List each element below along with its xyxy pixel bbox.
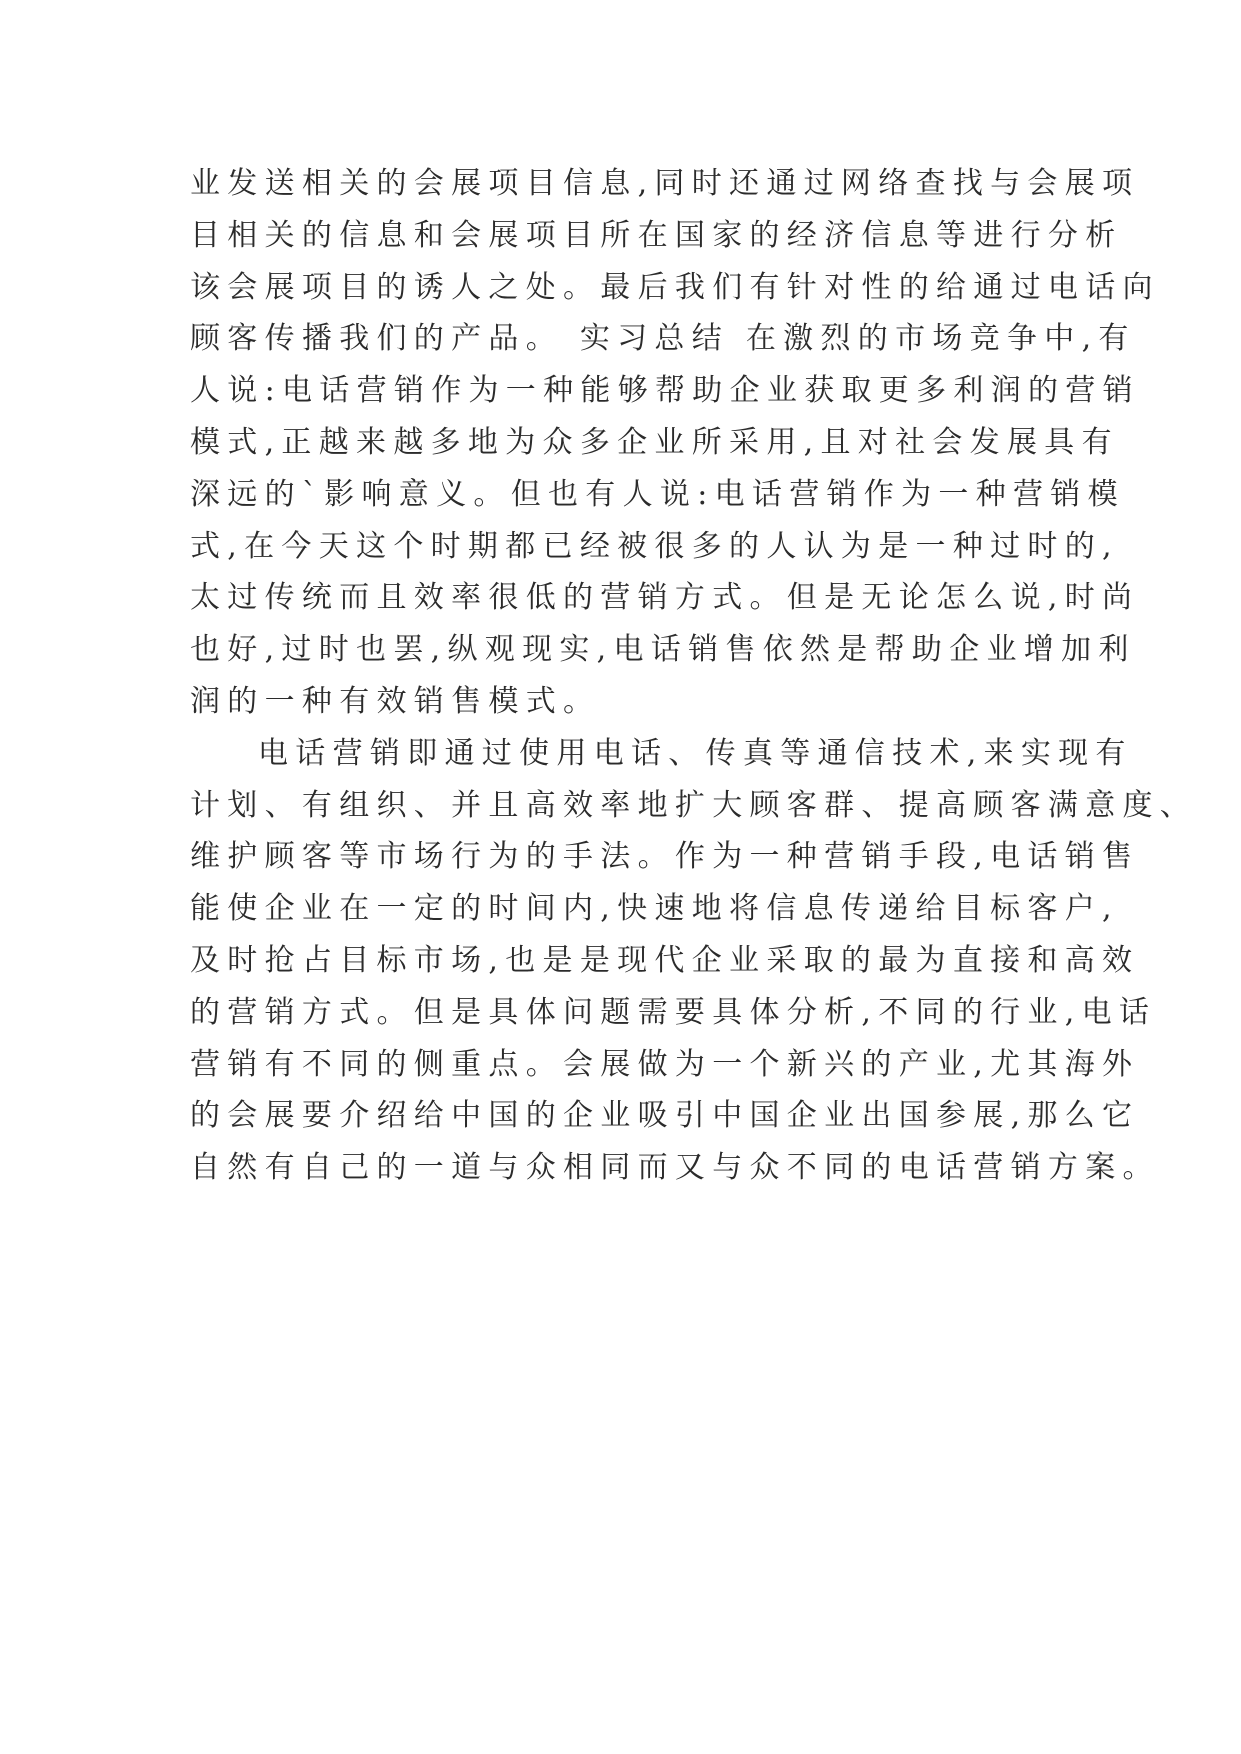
text-line-13: 计划、有组织、并且高效率地扩大顾客群、提高顾客满意度、 [190,787,1198,823]
text-line-19: 的会展要介绍给中国的企业吸引中国企业出国参展,那么它 [190,1098,1140,1134]
text-line-5: 人说:电话营销作为一种能够帮助企业获取更多利润的营销 [190,373,1140,409]
text-line-18: 营销有不同的侧重点。会展做为一个新兴的产业,尤其海外 [190,1046,1140,1082]
text-line-14: 维护顾客等市场行为的手法。作为一种营销手段,电话销售 [190,839,1140,875]
text-line-9: 太过传统而且效率很低的营销方式。但是无论怎么说,时尚 [190,580,1140,616]
body-text [190,158,1198,1194]
text-line-15: 能使企业在一定的时间内,快速地将信息传递给目标客户, [190,891,1119,927]
text-line-8: 式,在今天这个时期都已经被很多的人认为是一种过时的, [190,528,1119,564]
text-line-6: 模式,正越来越多地为众多企业所采用,且对社会发展具有 [190,424,1119,460]
text-line-11: 润的一种有效销售模式。 [190,683,601,719]
text-line-17: 的营销方式。但是具体问题需要具体分析,不同的行业,电话 [190,994,1157,1030]
text-line-1: 业发送相关的会展项目信息,同时还通过网络查找与会展项 [190,166,1140,201]
text-line-16: 及时抢占目标市场,也是是现代企业采取的最为直接和高效 [190,942,1140,978]
text-line-4: 顾客传播我们的产品。 实习总结 在激烈的市场竞争中,有 [190,321,1136,357]
text-line-20: 自然有自己的一道与众相同而又与众不同的电话营销方案。 [190,1150,1160,1186]
text-line-3: 该会展项目的诱人之处。最后我们有针对性的给通过电话向 [190,269,1160,305]
text-line-2: 目相关的信息和会展项目所在国家的经济信息等进行分析 [190,217,1123,253]
paragraph-start-line: 电话营销即通过使用电话、传真等通信技术,来实现有 [258,735,1133,771]
text-line-10: 也好,过时也罢,纵观现实,电话销售依然是帮助企业增加利 [190,632,1136,668]
text-line-7: 深远的`影响意义。但也有人说:电话营销作为一种营销模 [190,476,1125,512]
